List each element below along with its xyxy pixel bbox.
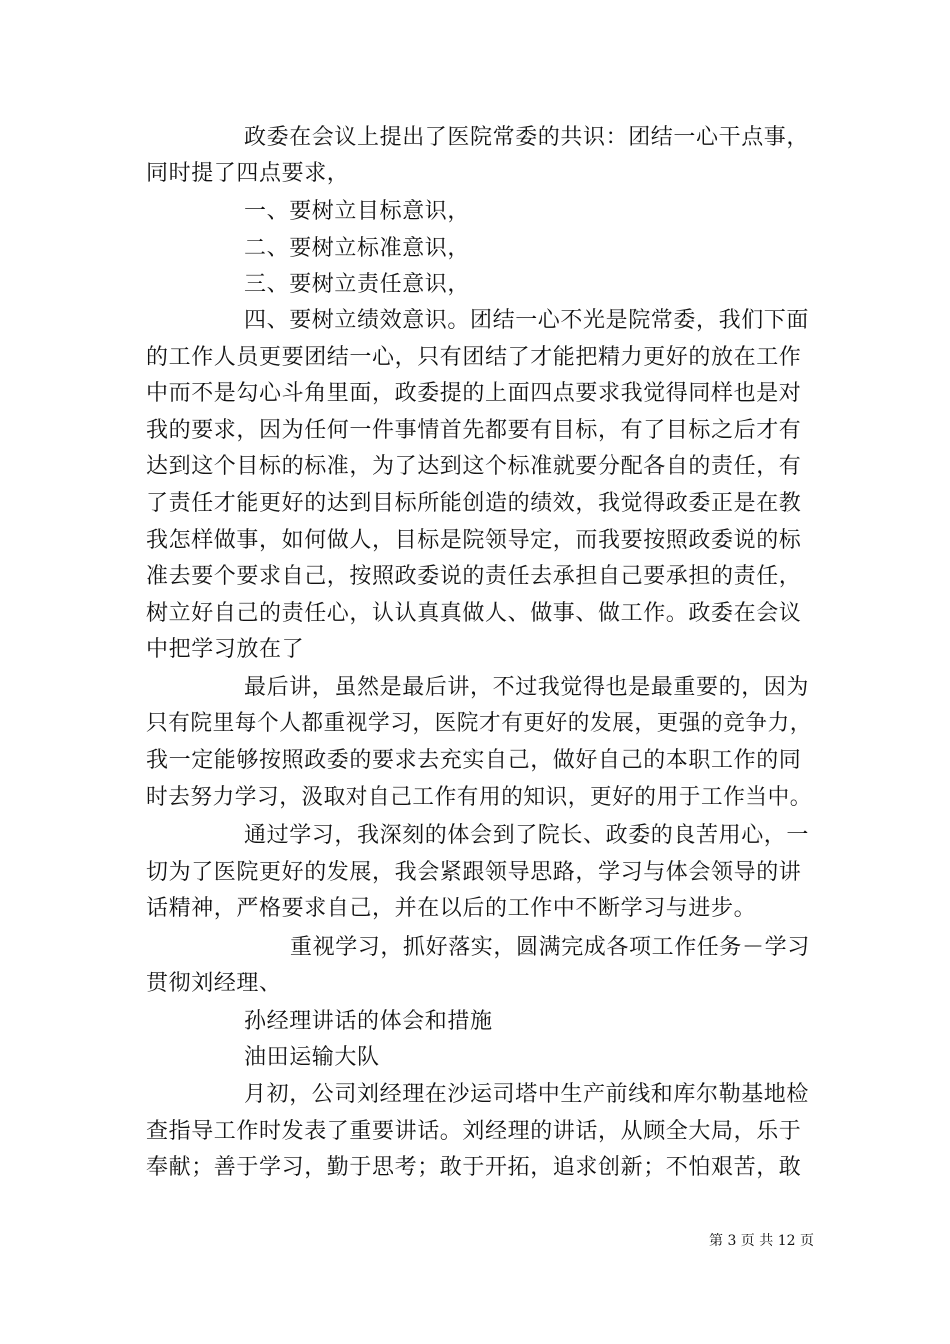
text-line: 奉献；善于学习，勤于思考；敢于开拓，追求创新；不怕艰苦，敢 xyxy=(146,1155,802,1180)
text-line: 月初，公司刘经理在沙运司塔中生产前线和库尔勒基地检 xyxy=(244,1082,810,1107)
text-line: 话精神，严格要求自己，并在以后的工作中不断学习与进步。 xyxy=(146,896,757,921)
text-line: 政委在会议上提出了医院常委的共识：团结一心干点事， xyxy=(244,125,810,150)
text-line: 贯彻刘经理、 xyxy=(146,971,282,996)
text-line: 中把学习放在了 xyxy=(146,637,305,662)
text-line: 准去要个要求自己，按照政委说的责任去承担自己要承担的责任， xyxy=(146,564,802,589)
text-line: 树立好自己的责任心，认认真真做人、做事、做工作。政委在会议 xyxy=(146,601,802,626)
page-number-footer: 第 3 页 共 12 页 xyxy=(709,1233,814,1249)
text-line: 二、要树立标准意识， xyxy=(244,236,471,261)
text-line: 重视学习，抓好落实，圆满完成各项工作任务－学习 xyxy=(290,935,810,960)
text-line: 同时提了四点要求， xyxy=(146,161,350,186)
text-line: 中而不是勾心斗角里面，政委提的上面四点要求我觉得同样也是对 xyxy=(146,381,802,406)
text-line: 通过学习，我深刻的体会到了院长、政委的良苦用心，一 xyxy=(244,823,810,848)
text-line: 达到这个目标的标准，为了达到这个标准就要分配各自的责任，有 xyxy=(146,454,802,479)
text-line: 油田运输大队 xyxy=(244,1045,380,1070)
text-line: 的工作人员更要团结一心，只有团结了才能把精力更好的放在工作 xyxy=(146,345,802,370)
text-line: 只有院里每个人都重视学习，医院才有更好的发展，更强的竞争力， xyxy=(146,711,813,736)
text-line: 我一定能够按照政委的要求去充实自己，做好自己的本职工作的同 xyxy=(146,748,802,773)
text-line: 一、要树立目标意识， xyxy=(244,199,471,224)
text-line: 四、要树立绩效意识。团结一心不光是院常委，我们下面 xyxy=(244,308,810,333)
text-line: 时去努力学习，汲取对自己工作有用的知识，更好的用于工作当中。 xyxy=(146,785,813,810)
text-line: 我的要求，因为任何一件事情首先都要有目标，有了目标之后才有 xyxy=(146,418,802,443)
text-line: 了责任才能更好的达到目标所能创造的绩效，我觉得政委正是在教 xyxy=(146,491,802,516)
text-line: 三、要树立责任意识， xyxy=(244,272,471,297)
text-line: 切为了医院更好的发展，我会紧跟领导思路，学习与体会领导的讲 xyxy=(146,860,802,885)
text-line: 最后讲，虽然是最后讲，不过我觉得也是最重要的，因为 xyxy=(244,675,810,700)
text-line: 我怎样做事，如何做人，目标是院领导定，而我要按照政委说的标 xyxy=(146,528,802,553)
text-line: 查指导工作时发表了重要讲话。刘经理的讲话，从顾全大局，乐于 xyxy=(146,1119,802,1144)
text-line: 孙经理讲话的体会和措施 xyxy=(244,1009,493,1034)
